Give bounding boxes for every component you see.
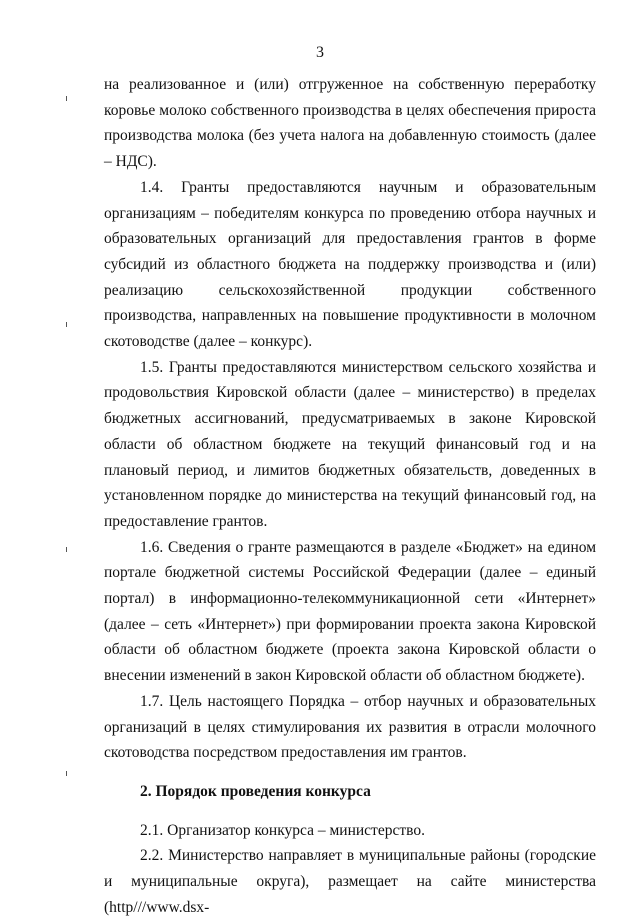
margin-mark xyxy=(66,96,67,101)
margin-mark xyxy=(66,771,67,776)
paragraph-continuation: на реализованное и (или) отгруженное на собственную переработку коровье молоко собственного производства в целях обеспечения прироста производства молока (без учета налога на добавленную стоимость (далее – НДС). xyxy=(104,76,596,171)
document-body xyxy=(104,72,596,921)
margin-mark xyxy=(66,547,67,552)
paragraph-1-6: 1.6. Сведения о гранте размещаются в разделе «Бюджет» на едином портале бюджетной системы Российской Федерации (далее – единый портал) в информационно-телекоммуникационной сети «Интернет» (далее – сеть «Интернет») при формировании проекта закона Кировской области об областном бюджете (проекта закона Кировской области о внесении изменений в закон Кировской области об областном бюджете). xyxy=(104,538,596,685)
paragraph-2-1: 2.1. Организатор конкурса – министерство. xyxy=(140,821,425,839)
paragraph-1-5: 1.5. Гранты предоставляются министерством сельского хозяйства и продовольствия Кировской области (далее – министерство) в пределах бюджетных ассигнований, предусматриваемых в законе Кировской области об областном бюджете на текущий финансовый год и на плановый период, и лимитов бюджетных обязательств, доведенных в установленном порядке до министерства на текущий финансовый год, на предоставление грантов. xyxy=(104,358,596,530)
paragraph-1-7: 1.7. Цель настоящего Порядка – отбор научных и образовательных организаций в целях стимулирования их развития в отрасли молочного скотоводства посредством предоставления им грантов. xyxy=(104,692,596,762)
margin-mark xyxy=(66,322,67,327)
paragraph-2-2: 2.2. Министерство направляет в муниципальные районы (городские и муниципальные округа), размещает на сайте министерства (http///www.dsx- xyxy=(104,847,596,916)
section-heading: 2. Порядок проведения конкурса xyxy=(140,782,371,800)
page-number: 3 xyxy=(316,44,324,61)
paragraph-1-4: 1.4. Гранты предоставляются научным и образовательным организациям – победителям конкурса по проведению отбора научных и образовательных организаций для предоставления грантов в форме субсидий из областного бюджета на поддержку производства и (или) реализацию сельскохозяйственной продукции собственного производства, направленных на повышение продуктивности в молочном скотоводстве (далее – конкурс). xyxy=(104,178,596,351)
